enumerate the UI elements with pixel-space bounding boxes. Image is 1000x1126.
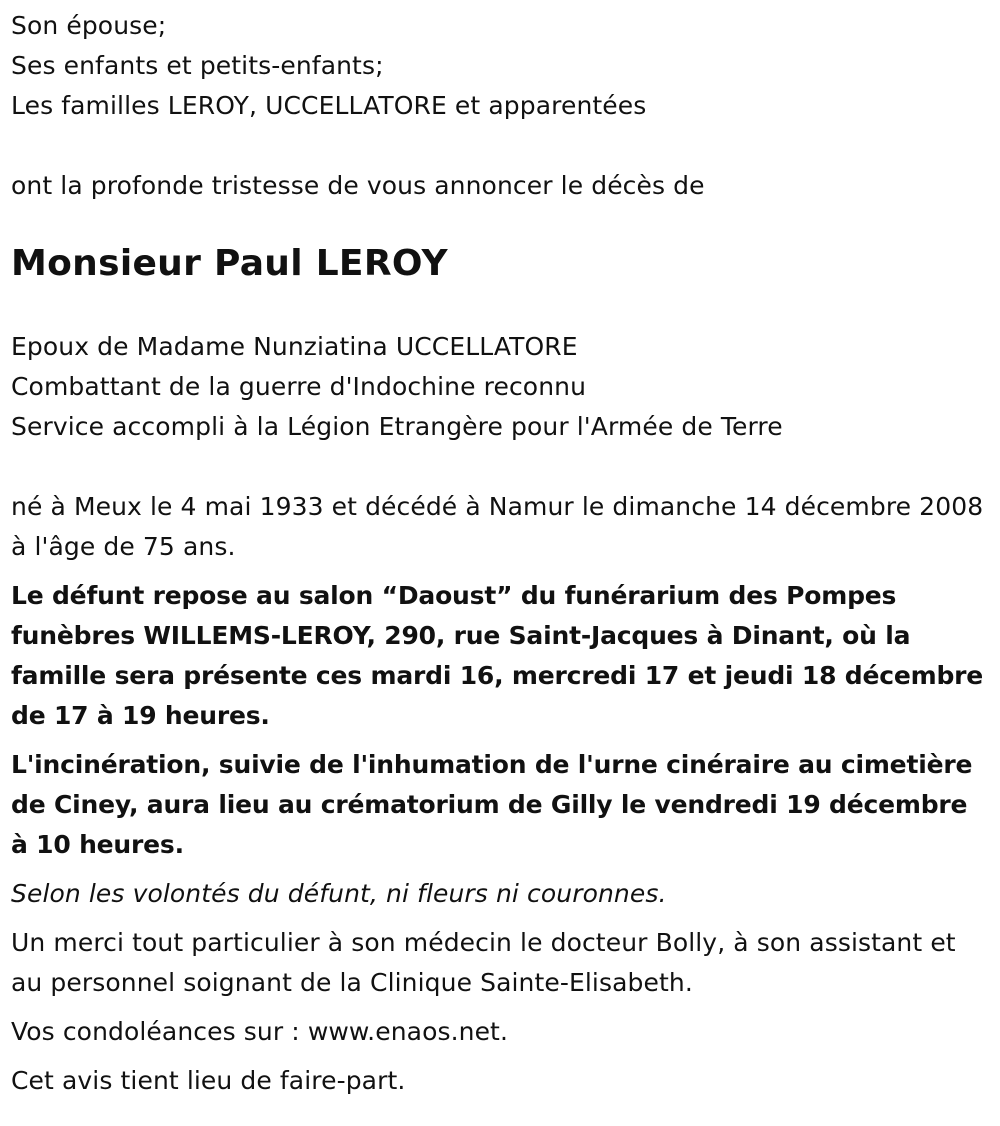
cremation-paragraph: L'incinération, suivie de l'inhumation de l'urne cinéraire au cimetière de Ciney, aura lieu au crématorium de Gilly le vendredi 19 décembre à 10 heures. — [11, 750, 973, 859]
deceased-name: Monsieur Paul LEROY — [11, 243, 448, 284]
family-relatives-line: Les familles LEROY, UCCELLATORE et apparentées — [11, 91, 647, 120]
veteran-title-line: Combattant de la guerre d'Indochine reconnu — [11, 372, 587, 401]
thanks-paragraph: Un merci tout particulier à son médecin le docteur Bolly, à son assistant et au personnel soignant de la Clinique Sainte-Elisabeth. — [11, 928, 956, 997]
spacer — [11, 126, 991, 166]
wishes-paragraph: Selon les volontés du défunt, ni fleurs ni couronnes. — [11, 879, 667, 908]
condolences-paragraph: Vos condoléances sur : www.enaos.net. — [11, 1017, 509, 1046]
notice-paragraph: Cet avis tient lieu de faire-part. — [11, 1066, 406, 1095]
family-spouse-line: Son épouse; — [11, 11, 167, 40]
service-title-line: Service accompli à la Légion Etrangère pour l'Armée de Terre — [11, 412, 783, 441]
announcement-line: ont la profonde tristesse de vous annoncer le décès de — [11, 171, 705, 200]
birth-death-paragraph: né à Meux le 4 mai 1933 et décédé à Namur le dimanche 14 décembre 2008 à l'âge de 75 ans. — [11, 492, 984, 561]
obituary-notice — [11, 6, 991, 1101]
family-children-line: Ses enfants et petits-enfants; — [11, 51, 384, 80]
visitation-paragraph: Le défunt repose au salon “Daoust” du funérarium des Pompes funèbres WILLEMS-LEROY, 290, rue Saint-Jacques à Dinant, où la famille sera présente ces mardi 16, mercredi 17 et jeudi 18 décembre de 17 à 19 heures. — [11, 581, 984, 730]
spouse-title-line: Epoux de Madame Nunziatina UCCELLATORE — [11, 332, 578, 361]
